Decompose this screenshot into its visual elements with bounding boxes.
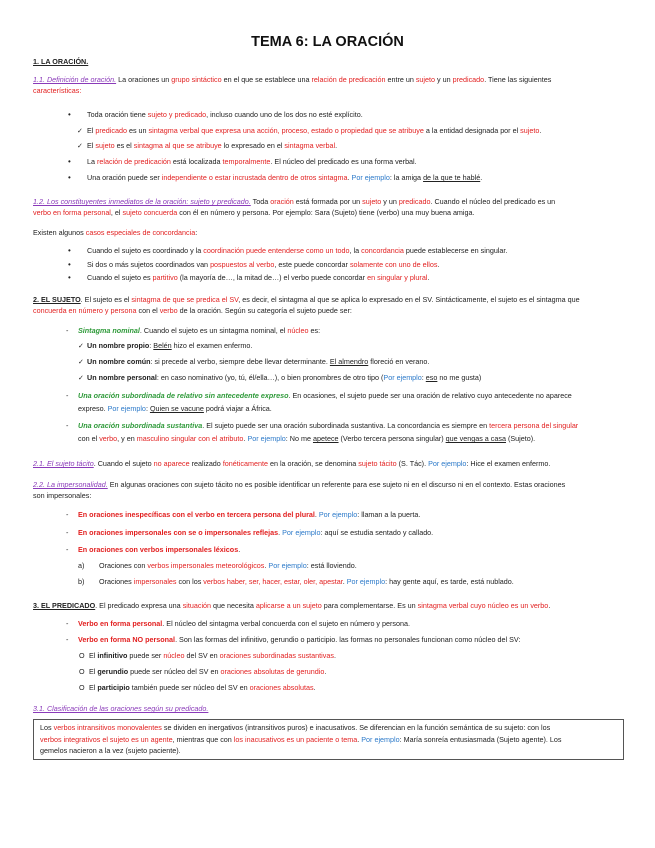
section-2-1-line: 2.1. El sujeto tácito. Cuando el sujeto no aparece realizado fonéticamente en la oración, se denomina sujeto tácito (S. Tác). Por ejemplo: Hice el examen enfermo. bbox=[33, 459, 551, 468]
list-item: Verbo en forma NO personal. Son las formas del infinitivo, gerundio o participio. las formas no personales funcionan como núcleo del SV: bbox=[78, 635, 521, 644]
dash-icon: - bbox=[66, 528, 69, 537]
list-item: El participio también puede ser núcleo del SV en oraciones absolutas. bbox=[89, 683, 316, 692]
list-item-continued: expreso. Por ejemplo: Quien se vacune podrá viajar a África. bbox=[78, 404, 272, 413]
list-marker: a) bbox=[78, 561, 85, 570]
section-2-2-line-1: 2.2. La impersonalidad. En algunas oraciones con sujeto tácito no es posible identificar un referente para ese sujeto ni en el discurso ni en el contexto. Estas oraciones bbox=[33, 480, 566, 489]
list-item: Oraciones con verbos impersonales meteorológicos. Por ejemplo: está lloviendo. bbox=[99, 561, 357, 570]
list-item: Una oración puede ser independiente o estar incrustada dentro de otros sintagma. Por ejemplo: la amiga de la que te hablé. bbox=[87, 173, 483, 182]
list-item: En oraciones impersonales con se o impersonales reflejas. Por ejemplo: aquí se estudia sentado y callado. bbox=[78, 528, 434, 537]
note-box-line-2: verbos integrativos el sujeto es un agente, mientras que con los inacusativos es un paciente o tema. Por ejemplo: María sonreía entusiasmada (Sujeto agente). Los bbox=[40, 735, 562, 744]
check-icon: ✓ bbox=[77, 141, 84, 150]
bullet-icon: • bbox=[68, 173, 71, 182]
list-item: El infinitivo puede ser núcleo del SV en oraciones subordinadas sustantivas. bbox=[89, 651, 336, 660]
list-item: El gerundio puede ser núcleo del SV en oraciones absolutas de gerundio. bbox=[89, 667, 327, 676]
list-item: Sintagma nominal. Cuando el sujeto es un sintagma nominal, el núcleo es: bbox=[78, 326, 321, 335]
list-item: Un nombre personal: en caso nominativo (yo, tú, él/ella…), o bien pronombres de otro tipo (Por ejemplo: eso no me gusta) bbox=[87, 373, 482, 382]
bullet-icon: • bbox=[68, 110, 71, 119]
list-item: Una oración subordinada de relativo sin antecedente expreso. En ocasiones, el sujeto puede ser una oración de relativo cuyo antecedente no aparece bbox=[78, 391, 572, 400]
list-item: Verbo en forma personal. El núcleo del sintagma verbal concuerda con el sujeto en número y persona. bbox=[78, 619, 410, 628]
section-1-2-line-1: 1.2. Los constituyentes inmediatos de la oración: sujeto y predicado. Toda oración está formada por un sujeto y un predicado. Cuando el núcleo del predicado es un bbox=[33, 197, 556, 206]
dash-icon: - bbox=[66, 545, 69, 554]
section-2-2-line-2: son impersonales: bbox=[33, 491, 92, 500]
list-marker: b) bbox=[78, 577, 85, 586]
list-item: Si dos o más sujetos coordinados van pospuestos al verbo, este puede concordar solamente con uno de ellos. bbox=[87, 260, 440, 269]
dash-icon: - bbox=[66, 326, 69, 335]
page-title: TEMA 6: LA ORACIÓN bbox=[251, 34, 404, 50]
list-item: La relación de predicación está localizada temporalmente. El núcleo del predicado es una forma verbal. bbox=[87, 157, 417, 166]
check-icon: ✓ bbox=[78, 341, 85, 350]
list-item-continued: con el verbo, y en masculino singular con el atributo. Por ejemplo: No me apetece (Verbo tercera persona singular) que vengas a casa (Sujeto). bbox=[78, 434, 536, 443]
list-item: Oraciones impersonales con los verbos haber, ser, hacer, estar, oler, apestar. Por ejemplo: hay gente aquí, es tarde, está nublado. bbox=[99, 577, 514, 586]
section-3-1-heading: 3.1. Clasificación de las oraciones según su predicado. bbox=[33, 704, 209, 713]
list-item: En oraciones con verbos impersonales léxicos. bbox=[78, 545, 241, 554]
dash-icon: - bbox=[66, 635, 69, 644]
list-item: Un nombre común: si precede al verbo, siempre debe llevar determinante. El almendro floreció en verano. bbox=[87, 357, 430, 366]
circle-icon: O bbox=[79, 683, 85, 692]
list-item: Cuando el sujeto es partitivo (la mayoría de…, la mitad de…) el verbo puede concordar en singular y plural. bbox=[87, 273, 430, 282]
list-item: Cuando el sujeto es coordinado y la coordinación puede entenderse como un todo, la concordancia puede establecerse en singular. bbox=[87, 246, 508, 255]
list-item: Un nombre propio: Belén hizo el examen enfermo. bbox=[87, 341, 253, 350]
section-1-1-line-2: características: bbox=[33, 86, 82, 95]
circle-icon: O bbox=[79, 651, 85, 660]
bullet-icon: • bbox=[68, 273, 71, 282]
bullet-icon: • bbox=[68, 246, 71, 255]
list-item: El sujeto es el sintagma al que se atribuye lo expresado en el sintagma verbal. bbox=[87, 141, 338, 150]
section-3-line-1: 3. EL PREDICADO. El predicado expresa una situación que necesita aplicarse a un sujeto para complementarse. Es un sintagma verbal cuyo núcleo es un verbo. bbox=[33, 601, 551, 610]
section-2-line-2: concuerda en número y persona con el verbo de la oración. Según su categoría el sujeto puede ser: bbox=[33, 306, 352, 315]
section-1-2-line-3: Existen algunos casos especiales de concordancia: bbox=[33, 228, 198, 237]
list-item: En oraciones inespecíficas con el verbo en tercera persona del plural. Por ejemplo: llaman a la puerta. bbox=[78, 510, 421, 519]
list-item: Una oración subordinada sustantiva. El sujeto puede ser una oración subordinada sustantiva. La concordancia es siempre en tercera persona del singular bbox=[78, 421, 579, 430]
circle-icon: O bbox=[79, 667, 85, 676]
bullet-icon: • bbox=[68, 260, 71, 269]
check-icon: ✓ bbox=[78, 357, 85, 366]
dash-icon: - bbox=[66, 619, 69, 628]
bullet-icon: • bbox=[68, 157, 71, 166]
check-icon: ✓ bbox=[77, 126, 84, 135]
check-icon: ✓ bbox=[78, 373, 85, 382]
dash-icon: - bbox=[66, 391, 69, 400]
section-1-heading: 1. LA ORACIÓN. bbox=[33, 57, 89, 66]
section-1-2-line-2: verbo en forma personal, el sujeto concuerda con él en número y persona. Por ejemplo: Sara (Sujeto) tiene (verbo) una muy buena amiga. bbox=[33, 208, 475, 217]
section-1-1-line-1: 1.1. Definición de oración. La oraciones un grupo sintáctico en el que se establece una relación de predicación entre un sujeto y un predicado. Tiene las siguientes bbox=[33, 75, 552, 84]
note-box-line-3: gemelos nacieron a la vez (sujeto paciente). bbox=[40, 746, 181, 755]
list-item: El predicado es un sintagma verbal que expresa una acción, proceso, estado o propiedad que se atribuye a la entidad designada por el sujeto. bbox=[87, 126, 542, 135]
note-box-line-1: Los verbos intransitivos monovalentes se dividen en inergativos (intransitivos puros) e inacusativos. Se diferencian en la función semántica de su sujeto: con los bbox=[40, 723, 551, 732]
list-item: Toda oración tiene sujeto y predicado, incluso cuando uno de los dos no esté explícito. bbox=[87, 110, 363, 119]
dash-icon: - bbox=[66, 421, 69, 430]
section-2-line-1: 2. EL SUJETO. El sujeto es el sintagma de que se predica el SV, es decir, el sintagma al que se aplica lo expresado en el SV. Sintácticamente, el sujeto es el sintagma que bbox=[33, 295, 580, 304]
dash-icon: - bbox=[66, 510, 69, 519]
